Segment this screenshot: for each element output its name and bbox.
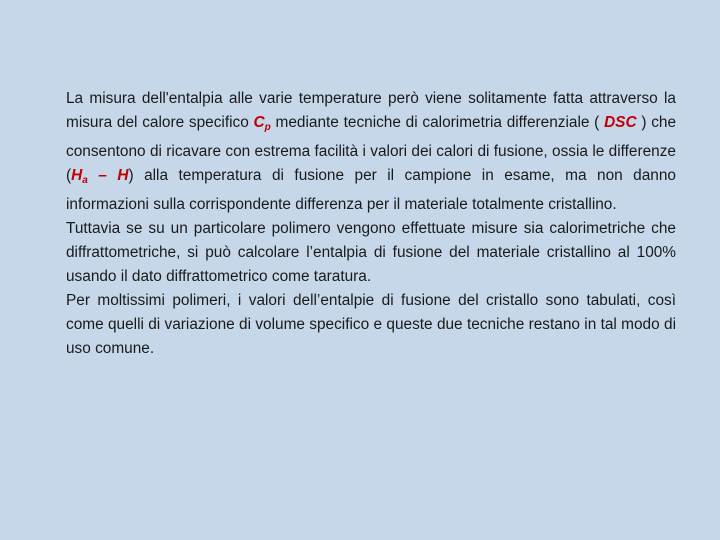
text-segment: ) alla temperatura di fusione per il campione in esame, ma non danno informazioni sulla corrispondente differenza per il materiale totalmente cristallino. <box>66 167 676 213</box>
symbol-ha-main: H <box>71 167 83 184</box>
text-segment: La misura dell'entalpia alle varie temperature però viene solitamente fatta attraverso la misura del calore specifico <box>66 90 676 131</box>
symbol-ha <box>71 167 88 184</box>
paragraph-tabulated-values: Per moltissimi polimeri, i valori dell’entalpie di fusione del cristallo sono tabulati, così come quelli di variazione di volume specifico e queste due tecniche restano in tal modo di uso comune. <box>66 292 676 357</box>
symbol-cp-subscript: p <box>264 122 271 133</box>
slide-text-body <box>66 87 676 361</box>
paragraph-calorimetric-diffractometric: Tuttavia se su un particolare polimero vengono effettuate misure sia calorimetriche che diffrattometriche, si può calcolare l’entalpia di fusione del materiale cristallino al 100% usando il dato diffrattometrico come taratura. <box>66 220 676 285</box>
symbol-cp-main: C <box>253 114 265 131</box>
symbol-ha-subscript: a <box>82 175 88 186</box>
abbr-dsc: DSC <box>604 114 637 131</box>
text-segment: ) che consentono di ricavare con estrema facilità i valori dei calori di fusione, ossia le differenze ( <box>66 114 677 184</box>
paragraph-enthalpy-measurement <box>66 87 676 217</box>
symbol-h: H <box>117 167 129 184</box>
text-segment: mediante tecniche di calorimetria differenziale ( <box>270 114 605 131</box>
symbol-cp <box>254 114 271 131</box>
minus-sign: – <box>87 167 118 184</box>
